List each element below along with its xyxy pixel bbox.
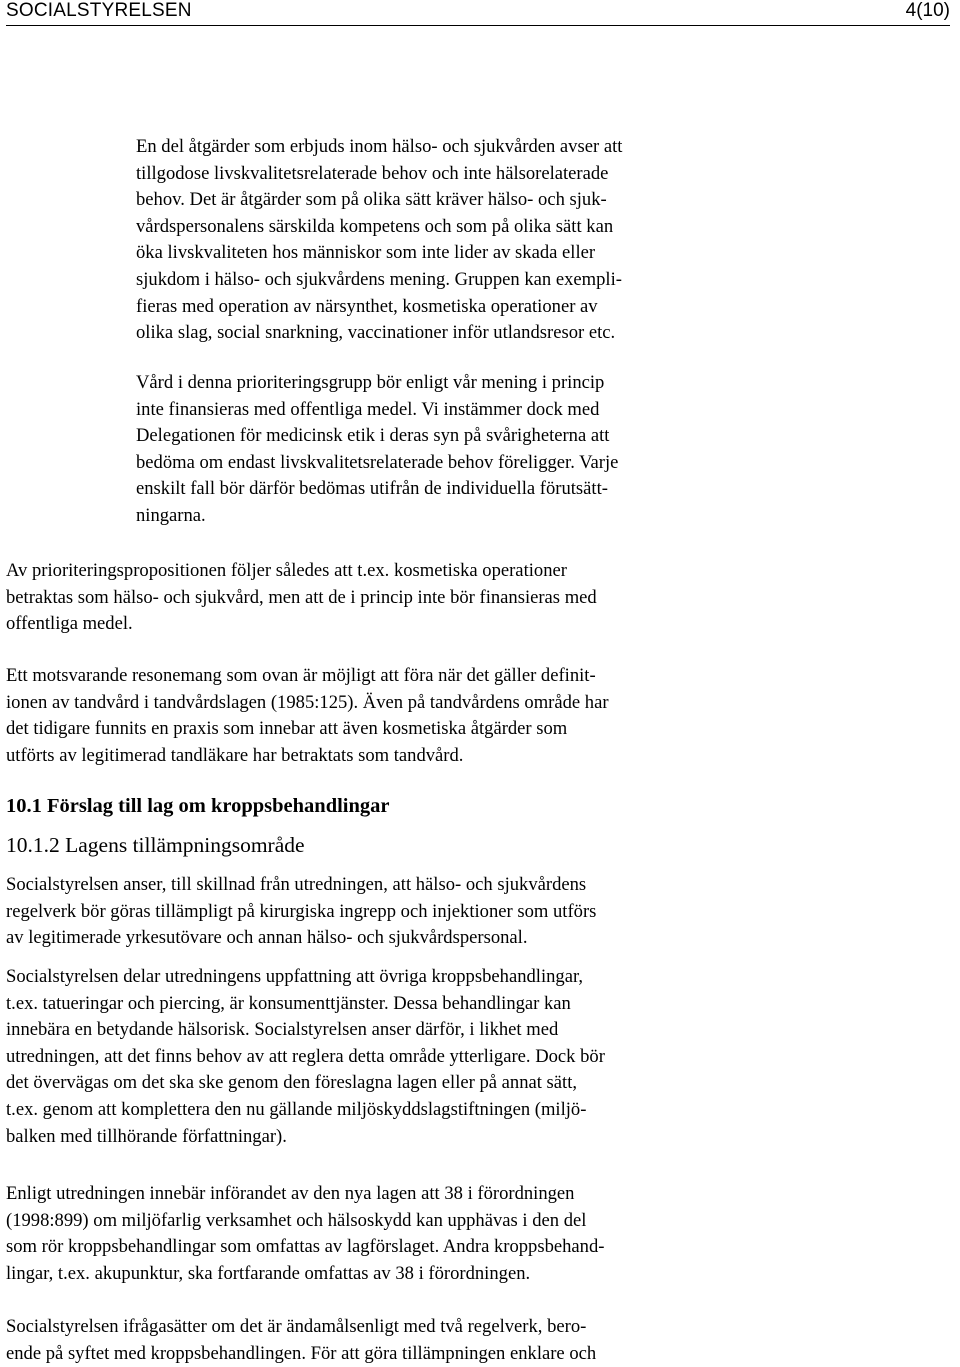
quote-paragraph-2: Vård i denna prioriteringsgrupp bör enligt vår mening i princip inte finansieras med offentliga medel. Vi instämmer dock med Delegationen för medicinsk etik i deras syn på svårigheterna att bedöma om endast livskvalitetsrelaterade behov föreligger. Varje enskilt fall bör därför bedömas utifrån de individuella förutsätt- ningarna.	[136, 372, 619, 526]
quote-paragraph-1: En del åtgärder som erbjuds inom hälso- och sjukvården avser att tillgodose livskvalitetsrelaterade behov och inte hälsorelaterade behov. Det är åtgärder som på olika sätt kräver hälso- och sjuk- vårdspersonalens särskilda kompetens och som på olika sätt kan öka livskvaliteten hos människor som inte lider av skada eller sjukdom i hälso- och sjukvårdens mening. Gruppen kan exempli- fieras med operation av närsynthet, kosmetiska operationer av olika slag, social snarkning, vaccinationer inför utlandsresor etc.	[136, 136, 623, 344]
paragraph-ordinance: Enligt utredningen innebär införandet av den nya lagen att 38 i förordningen (1998:899) om miljöfarlig verksamhet och hälsoskydd kan upphävas i den del som rör kroppsbehandlingar som omfattas av lagförslaget. Andra kroppsbehand- lingar, t.ex. akupunktur, ska fortfarande omfattas av 38 i förordningen.	[6, 1183, 605, 1284]
paragraph-two-regulations: Socialstyrelsen ifrågasätter om det är ändamålsenligt med två regelverk, bero- ende på syftet med kroppsbehandlingen. För att göra tillämpningen enklare och	[6, 1316, 597, 1364]
paragraph-consumer-services: Socialstyrelsen delar utredningens uppfattning att övriga kroppsbehandlingar, t.ex. tatueringar och piercing, är konsumenttjänster. Dessa behandlingar kan innebära en betydande hälsorisk. Socialstyrelsen anser därför, i likhet med utredningen, att det finns behov av att reglera detta område ytterligare. Dock bör det övervägas om det ska ske genom den föreslagna lagen eller på annat sätt, t.ex. genom att komplettera den nu gällande miljöskyddslagstiftningen (miljö- balken med tillhörande författningar).	[6, 966, 605, 1147]
paragraph-proposition: Av prioriteringspropositionen följer således att t.ex. kosmetiska operationer betraktas som hälso- och sjukvård, men att de i princip inte bör finansieras med offentliga medel.	[6, 560, 597, 635]
header-divider	[6, 25, 950, 26]
page-header	[6, 0, 950, 24]
subsection-heading-10-1-2: 10.1.2 Lagens tillämpningsområde	[6, 833, 305, 857]
paragraph-scope: Socialstyrelsen anser, till skillnad från utredningen, att hälso- och sjukvårdens regelverk bör göras tillämpligt på kirurgiska ingrepp och injektioner som utförs av legitimerade yrkesutövare och annan hälso- och sjukvårdspersonal.	[6, 874, 597, 949]
organization-name: SOCIALSTYRELSEN	[6, 0, 192, 21]
section-heading-10-1: 10.1 Förslag till lag om kroppsbehandlingar	[6, 795, 390, 817]
paragraph-dental-care: Ett motsvarande resonemang som ovan är möjligt att föra när det gäller definit- ionen av tandvård i tandvårdslagen (1985:125). Även på tandvårdens område har det tidigare funnits en praxis som innebar att även kosmetiska åtgärder som utförts av legitimerad tandläkare har betraktats som tandvård.	[6, 665, 609, 766]
page-number: 4(10)	[905, 0, 950, 21]
